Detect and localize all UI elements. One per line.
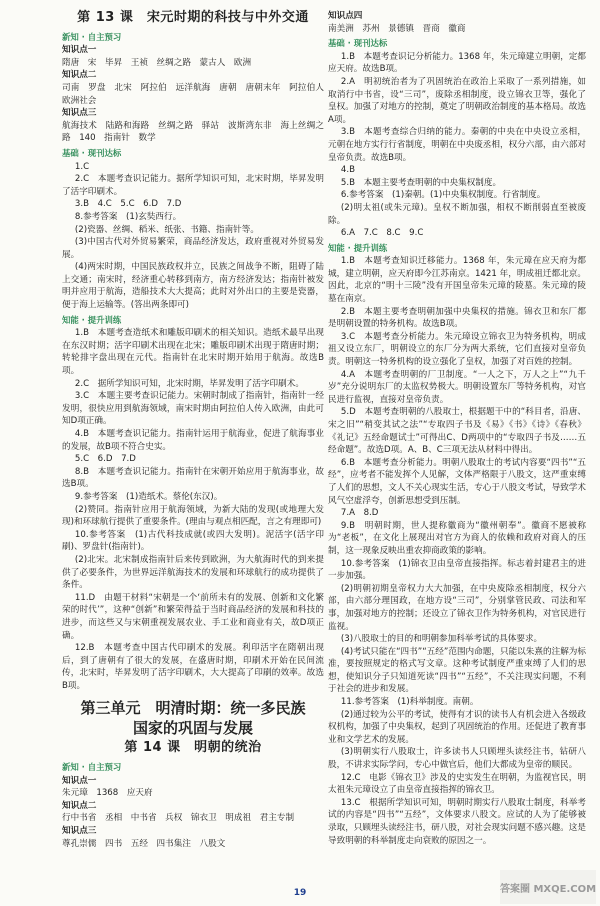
- answer-item: 9.参考答案 (1)造纸术。蔡伦(东汉)。: [74, 491, 223, 502]
- answer-item: 2.C 据所学知识可知，北宋时期，毕昇发明了活字印刷术。: [74, 378, 304, 389]
- answer-item: (3)八股取士的目的和明朝参加科举考试的具体要求。: [340, 634, 543, 645]
- answer-item: 5.C 6.D 7.D: [74, 454, 136, 465]
- answer-item: 10.参考答案 (1)古代科技成就(或四大发明)。泥活字(活字印刷)、罗盘针(指南针)。: [62, 529, 324, 553]
- answer-item: 3.B 4.C 5.C 6.D 7.D: [74, 199, 182, 210]
- answer-item: 11.D 由题干材料“宋朝是一个‘前所未有的发展、创新和文化繁荣的时代’”，这种“创新”和繁荣得益于当时商品经济的发展和科技的进步，而这些又与宋朝重视发展农业、手工业和商业有关，故D项正确。: [62, 592, 324, 641]
- answer-item: 1.B 本题考查造纸术和雕版印刷术的相关知识。造纸术最早出现在东汉时期；活字印刷术出现在北宋；雕版印刷术出现于隋唐时期；转轮排字盘出现在元代。指南针在北宋时期开始用于航海。故选B项。: [62, 328, 324, 377]
- answer-item: (2)瓷器、丝绸、稻米、纸张、书籍、指南针等。: [74, 224, 259, 235]
- answer-item: 12.C 电影《锦衣卫》涉及的史实发生在明朝，为监视官民，明太祖朱元璋设立了由皇帝直接指挥的锦衣卫。: [328, 772, 586, 796]
- page-number: 19: [293, 888, 307, 898]
- knowledge-point-label: 知识点二: [62, 70, 97, 81]
- answer-item: 3.B 本题考查综合归纳的能力。秦朝的中央在中央设立丞相，元朝在地方实行行省制度，明朝在中央废丞相，权分六部，由六部对皇帝负责。故选B项。: [328, 127, 586, 163]
- knowledge-point-label: 知识点三: [62, 108, 97, 119]
- knowledge-point-terms: 隋唐 宋 毕昇 王祯 丝绸之路 蒙古人 欧洲: [62, 57, 252, 68]
- answer-item: 4.A 本题考查明朝的厂卫制度。“一人之下，万人之上”“九千岁”充分说明东厂的太监权势极大。明朝设置东厂等特务机构，对官民进行监视，直接对皇帝负责。: [328, 369, 586, 405]
- answer-item: 6.参考答案 (1)秦朝。(1)中央集权制度。行省制度。: [340, 190, 546, 201]
- knowledge-point-terms: 尊孔崇儒 四书 五经 四书集注 八股文: [62, 838, 226, 849]
- section-advanced: 知能 · 提升训练: [62, 314, 122, 325]
- knowledge-point-terms: 南美洲 苏州 景德镇 晋商 徽商: [328, 23, 466, 34]
- answer-item: 4.B 本题考查识记能力。指南针运用于航海业，促进了航海事业的发展，故B项不符合史实。: [62, 429, 324, 452]
- answer-item: 1.C: [74, 161, 90, 172]
- answer-item: (3)明朝实行八股取士，许多读书人只顾埋头读经注书，钻研八股，不讲求实际学问，专心中做官后，他们大都成为皇帝的顺民。: [328, 747, 586, 771]
- answer-item: 9.B 明朝时期，世人提称徽商为“徽州朝奉”。徽商不愿被称为“老板”，在文化上展现出对官方为商人的依赖和政府对商人的压制，这一现象反映出重农抑商政策的影响。: [328, 520, 586, 556]
- answer-item: (4)考试只能在“四书”“五经”范围内命题，只能以朱熹的注解为标准，要按照规定的格式写文章。这种考试制度严重束缚了人们的思想，使知识分子只知道死读“四书”“五经”，不关注现实问题，不利于社会的进步和发展。: [328, 646, 586, 695]
- unit-title: [62, 698, 324, 738]
- answer-item: 12.B 本题考查中国古代印刷术的发展。利印活字在隋朝出现后，到了唐朝有了很大的发展，在盛唐时期，印刷术开始在民间流传，北宋时，毕昇发明了活字印刷术，大大提高了印刷的效率。故选B项。: [62, 643, 324, 691]
- section-advanced: 知能 · 提升训练: [328, 242, 388, 253]
- knowledge-point-label: 知识点三: [62, 826, 97, 837]
- answer-item: 6.A 7.C 8.C 9.C: [340, 228, 424, 239]
- answer-item: 2.C 本题考查识记能力。据所学知识可知，北宋时期，毕昇发明了活字印刷术。: [62, 174, 324, 197]
- knowledge-point-terms: 司南 罗盘 北宋 阿拉伯 远洋航海 唐朝 唐朝末年 阿拉伯人 欧洲社会: [62, 82, 333, 106]
- answer-item: 3.C 本题主要考查识记能力。宋朝时制成了指南针，指南针一经发明，很快应用到航海领域，南宋时期由阿拉伯人传入欧洲，由此可知D项正确。: [62, 391, 324, 427]
- answer-item: 6.B 本题考查分析能力。明朝八股取士的考试内容要“四书”“五经”，应考者不能发挥个人见解，文体严格限于八股文，这严重束缚了人们的思想，文人不关心现实生活，专心于八股文考试，导致学术风气空虚浮夸，创新思想受到压制。: [328, 457, 586, 506]
- left-column: [62, 10, 333, 850]
- answer-item: 3.C 本题考查分析能力。朱元璋设立锦衣卫为特务机构，明成祖又设立东厂，明朝设立的东厂分为两大系统，它们直接对皇帝负责。明朝这一特务机构的设立强化了皇权，加强了对百姓的控制。: [328, 331, 586, 368]
- right-column: [328, 10, 586, 847]
- lesson14-title: 第 14 课 明朝的统治: [124, 740, 262, 756]
- answer-item: 11.参考答案 (1)科举制度。南朝。: [340, 697, 479, 708]
- answer-item: 1.B 本题考查识记分析能力。1368 年，朱元璋建立明朝，定都应天府。故选B项。: [328, 51, 586, 75]
- answer-item: 4.B: [340, 165, 355, 176]
- answer-item: 7.A 8.D: [340, 508, 379, 519]
- knowledge-point-terms: 行中书省 丞相 中书省 兵权 锦衣卫 明成祖 君主专制: [62, 813, 295, 824]
- answer-item: (2)通过较为公平的考试，使得有才识的读书人有机会进入各级政权机构，加强了中央集权，起到了巩固统治的作用。还促进了教育事业和文学艺术的发展。: [328, 709, 586, 745]
- lesson13-title: 第 13 课 宋元时期的科技与中外交通: [77, 10, 309, 25]
- answer-item: (2)明太祖(或朱元璋)。皇权不断加强，相权不断削弱直至被废除。: [328, 202, 586, 226]
- section-preview: 新知 · 自主预习: [62, 31, 122, 42]
- answer-item: (2)明朝初期皇帝权力大大加强，在中央废除丞相制度，权分六部，由六部分理国政，在地方设“三司”，分别掌管民政、司法和军事，加强对地方的控制；还设立了锦衣卫作为特务机构，对官民进行监视。: [328, 583, 586, 632]
- unit-title-line: 国家的巩固与发展: [132, 719, 253, 738]
- answer-item: 1.B 本题考查知识迁移能力。1368 年，朱元璋在应天府为都城，建立明朝，应天府即今江苏南京。1421 年，明成祖迁都北京。因此，北京的“明十三陵”没有开国皇帝朱元璋的陵墓。朱元璋的陵墓在南京。: [328, 256, 586, 305]
- section-preview: 新知 · 自主预习: [62, 762, 122, 773]
- answer-item: 10.参考答案 (1)锦衣卫由皇帝直接指挥。标志着封建君主的进一步加强。: [328, 558, 586, 582]
- section-basic: 基础 · 现刊达标: [328, 38, 388, 49]
- knowledge-point-label: 知识点二: [62, 800, 97, 811]
- watermark-text: 答案圈 MXQE.COM: [500, 884, 596, 895]
- answer-item: (2)赞同。指南针应用于航海领域，为新大陆的发现(或地理大发现)和环球航行提供了重要条件。(理由与观点相匹配，言之有理即可): [62, 504, 324, 528]
- knowledge-point-label: 知识点一: [62, 775, 97, 786]
- section-basic: 基础 · 现刊达标: [62, 147, 122, 158]
- answer-item: 13.C 根据所学知识可知，明朝时期实行八股取士制度，科举考试的内容是“四书”“五经”，文体要求八股文。应试的人为了能够被录取，只顾埋头读经注书，研八股，对社会现实问题不感兴趣。这是导致明朝的科举制度走向衰败的原因之一。: [328, 797, 586, 846]
- answer-item: 5.D 本题考查明朝的八股取士，根据题干中的“科目者，沿唐、宋之旧”“稍变其试之法”“专取四子书及《易》《书》《诗》《春秋》《礼记》五经命题试士”可得出C、D两项中的“专取四子书及……五经命题”。故选D项。A、B、C三项无法从材料中得出。: [328, 407, 586, 456]
- knowledge-point-terms: 航海技术 陆路和海路 丝绸之路 驿站 波斯湾东非 海上丝绸之路 140 指南针 数学: [62, 120, 324, 144]
- unit-title-line: 第三单元 明清时期：统一多民族: [80, 699, 306, 718]
- answer-item: 5.B 本题主要考查明朝的中央集权制度。: [340, 177, 502, 188]
- answer-item: 2.B 本题主要考查明朝加强中央集权的措施。锦衣卫和东厂都是明朝设置的特务机构。故选B项。: [328, 306, 586, 330]
- answer-item: 8.B 本题考查识记能力。指南针在宋朝开始应用于航海事业，故选B项。: [62, 466, 324, 490]
- knowledge-point-label: 知识点四: [328, 11, 363, 21]
- answer-item: (3)中国古代对外贸易繁荣，商品经济发达，政府重视对外贸易发展。: [62, 237, 324, 260]
- answer-item: (2)北宋。北宋制成指南针后来传到欧洲，为大航海时代的到来提供了必要条件，为世界远洋航海技术的发展和环球航行的成功提供了条件。: [62, 554, 324, 591]
- knowledge-point-label: 知识点一: [62, 45, 97, 56]
- knowledge-point-terms: 朱元璋 1368 应天府: [62, 788, 153, 799]
- watermark-logo: [500, 870, 596, 904]
- answer-item: 2.A 明初统治者为了巩固统治在政治上采取了一系列措施，如取消行中书省，设“三司”，废除丞相制度，设立锦衣卫等，强化了皇权。加强了对地方的控制，奠定了明朝政治制度的基本格局。故选A项。: [328, 76, 586, 125]
- answer-item: (4)两宋时期，中国民族政权并立，民族之间战争不断，阻碍了陆上交通；南宋时，经济重心转移到南方，南方经济发达；指南针被发明并应用于航海，造船技术大大提高；此时对外出口的主要是瓷器，便于海上运输等。(答出两条即可): [62, 262, 324, 311]
- answer-item: 8.参考答案 (1)玄奘西行。: [74, 211, 182, 222]
